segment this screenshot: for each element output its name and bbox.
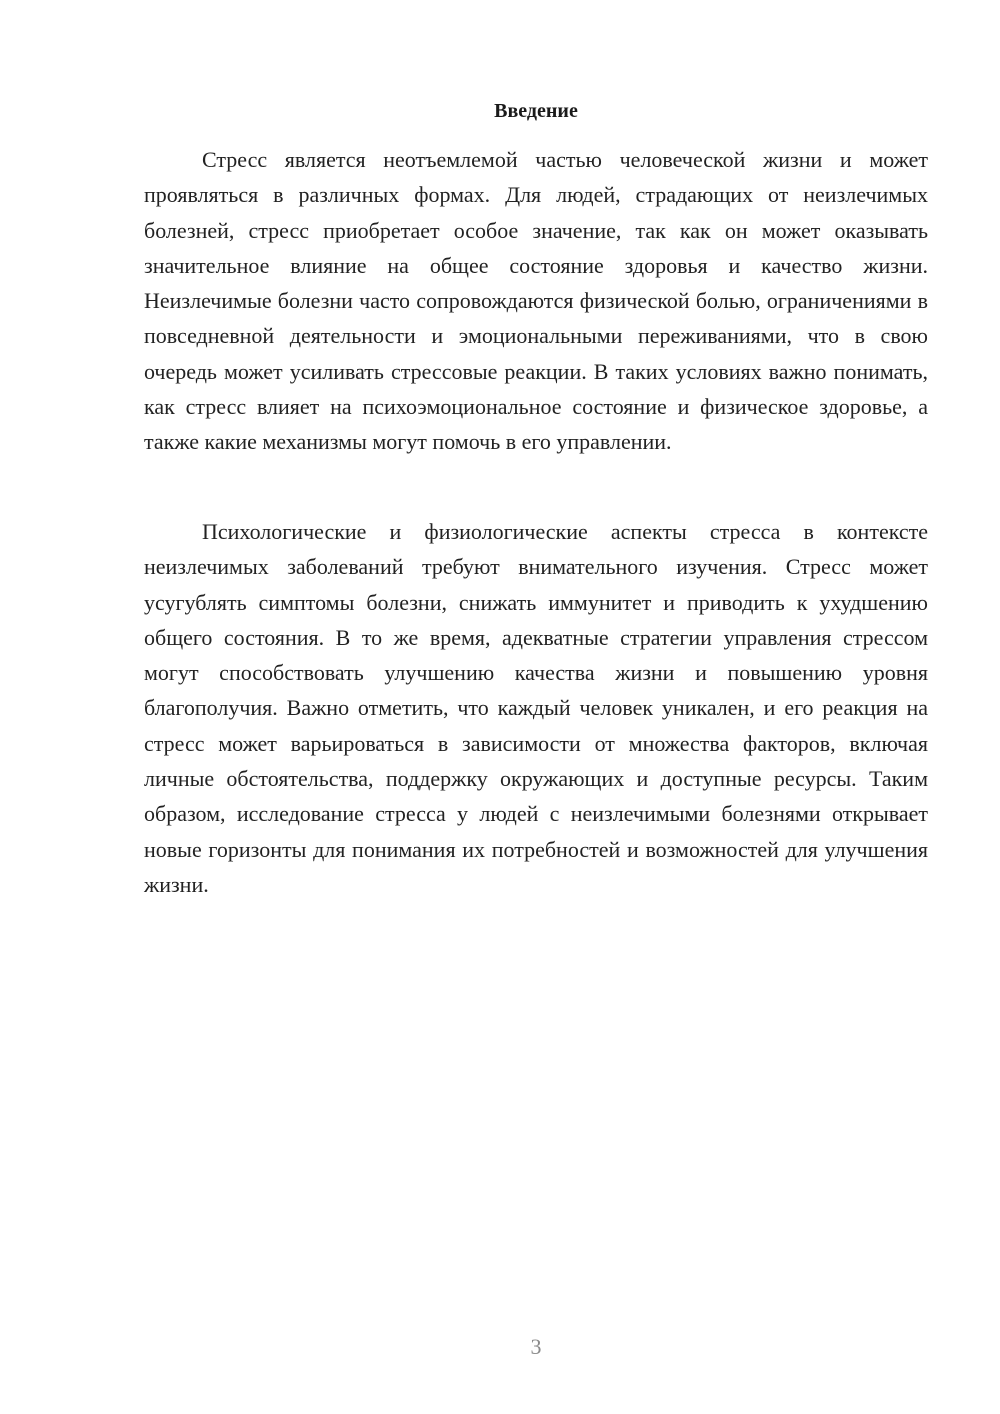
paragraph-1: Стресс является неотъемлемой частью человеческой жизни и может проявляться в различных формах. Для людей, страдающих от неизлечимых болезней, стресс приобретает особое значение, так как он может оказывать значительное влияние на общее состояние здоровья и качество жизни. Неизлечимые болезни часто сопровождаются физической болью, ограничениями в повседневной деятельности и эмоциональными переживаниями, что в свою очередь может усиливать стрессовые реакции. В таких условиях важно понимать, как стресс влияет на психоэмоциональное состояние и физическое здоровье, а также какие механизмы могут помочь в его управлении. xyxy=(144,147,928,455)
page-number: 3 xyxy=(530,1334,542,1359)
section-heading: Введение xyxy=(494,100,578,122)
paragraph-2: Психологические и физиологические аспекты стресса в контексте неизлечимых заболеваний требуют внимательного изучения. Стресс может усугублять симптомы болезни, снижать иммунитет и приводить к ухудшению общего состояния. В то же время, адекватные стратегии управления стрессом могут способствовать улучшению качества жизни и повышению уровня благополучия. Важно отметить, что каждый человек уникален, и его реакция на стресс может варьироваться в зависимости от множества факторов, включая личные обстоятельства, поддержку окружающих и доступные ресурсы. Таким образом, исследование стресса у людей с неизлечимыми болезнями открывает новые горизонты для понимания их потребностей и возможностей для улучшения жизни. xyxy=(144,519,928,897)
